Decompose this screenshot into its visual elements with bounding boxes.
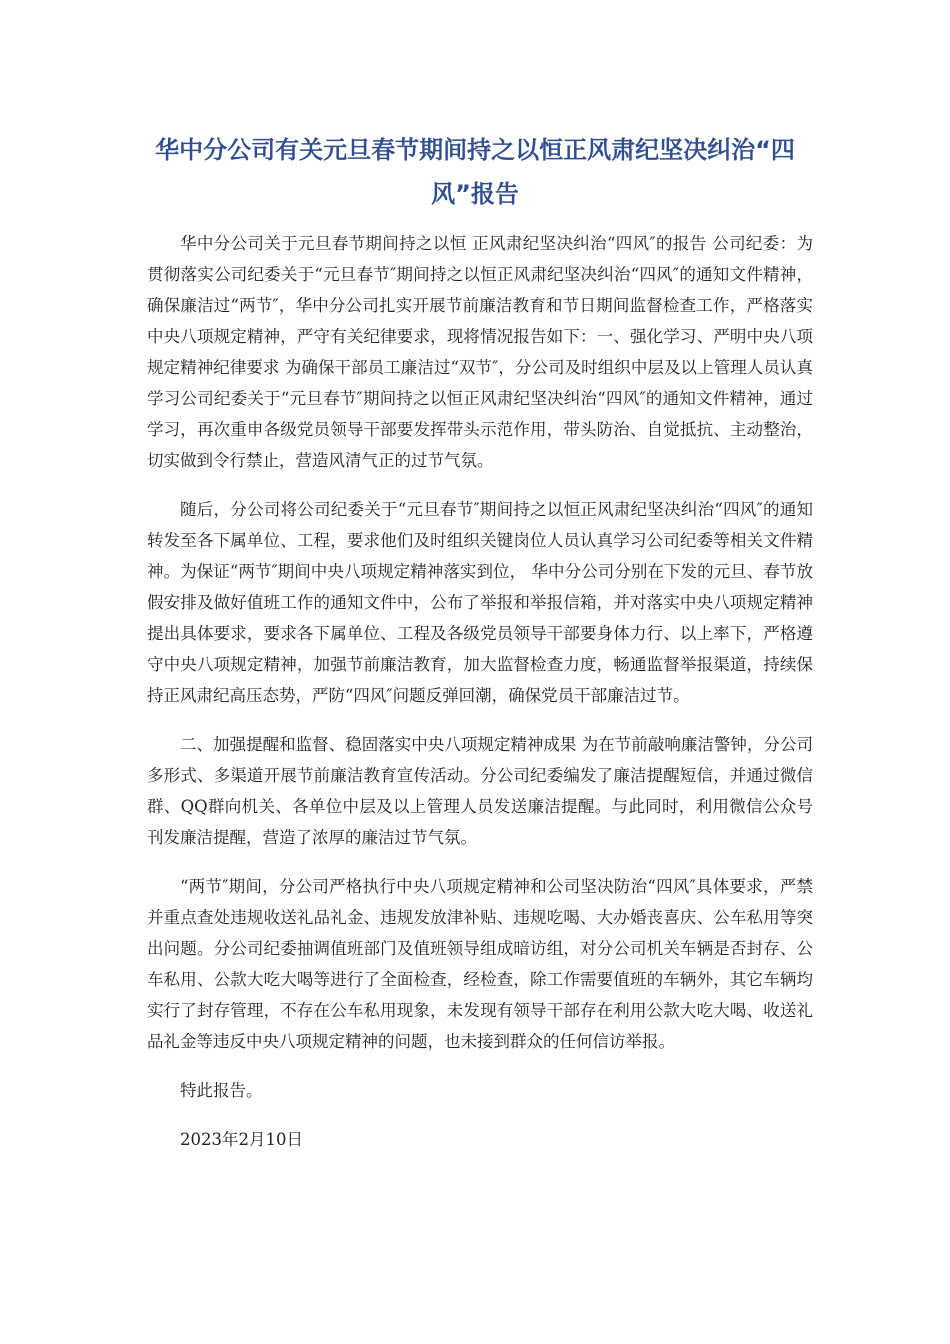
paragraph-intro: 华中分公司关于元旦春节期间持之以恒 正风肃纪坚决纠治“四风″的报告 公司纪委：为贯彻落实公司纪委关于“元旦春节″期间持之以恒正风肃纪坚决纠治“四风″的通知文件精神，确保廉洁过“两节″，华中分公司扎实开展节前廉洁教育和节日期间监督检查工作，严格落实中央八项规定精神，严守有关纪律要求，现将情况报告如下：一、强化学习、严明中央八项规定精神纪律要求 为确保干部员工廉洁过“双节″，分公司及时组织中层及以上管理人员认真学习公司纪委关于“元旦春节″期间持之以恒正风肃纪坚决纠治“四风″的通知文件精神，通过学习，再次重申各级党员领导干部要发挥带头示范作用，带头防治、自觉抵抗、主动整治，切实做到令行禁止，营造风清气正的过节气氛。 (147, 234, 813, 470)
document-date: 2023年2月10日 (180, 1130, 303, 1149)
document-title: 华中分公司有关元旦春节期间持之以恒正风肃纪坚决纠治“四风”报告 (155, 136, 795, 208)
paragraph-reminder: 二、加强提醒和监督、稳固落实中央八项规定精神成果 为在节前敲响廉洁警钟，分公司多形式、多渠道开展节前廉洁教育宣传活动。分公司纪委编发了廉洁提醒短信，并通过微信群、QQ群向机关、各单位中层及以上管理人员发送廉洁提醒。与此同时，利用微信公众号刊发廉洁提醒，营造了浓厚的廉洁过节气氛。 (147, 735, 813, 847)
document-body (147, 228, 813, 1173)
paragraph-forwarding: 随后，分公司将公司纪委关于“元旦春节″期间持之以恒正风肃纪坚决纠治“四风″的通知转发至各下属单位、工程，要求他们及时组织关键岗位人员认真学习公司纪委等相关文件精神。为保证“两节″期间中央八项规定精神落实到位， 华中分公司分别在下发的元旦、春节放假安排及做好值班工作的通知文件中，公布了举报和举报信箱，并对落实中央八项规定精神提出具体要求，要求各下属单位、工程及各级党员领导干部要身体力行、以上率下，严格遵守中央八项规定精神，加强节前廉洁教育，加大监督检查力度，畅通监督举报渠道，持续保持正风肃纪高压态势，严防“四风″问题反弹回潮，确保党员干部廉洁过节。 (147, 500, 813, 705)
paragraph-closing: 特此报告。 (180, 1081, 263, 1100)
paragraph-inspection: “两节″期间，分公司严格执行中央八项规定精神和公司坚决防治“四风″具体要求，严禁并重点查处违规收送礼品礼金、违规发放津补贴、违规吃喝、大办婚丧喜庆、公车私用等突出问题。分公司纪委抽调值班部门及值班领导组成暗访组，对分公司机关车辆是否封存、公车私用、公款大吃大喝等进行了全面检查，经检查，除工作需要值班的车辆外，其它车辆均实行了封存管理，不存在公车私用现象，未发现有领导干部存在利用公款大吃大喝、收送礼品礼金等违反中央八项规定精神的问题，也未接到群众的任何信访举报。 (147, 877, 813, 1051)
